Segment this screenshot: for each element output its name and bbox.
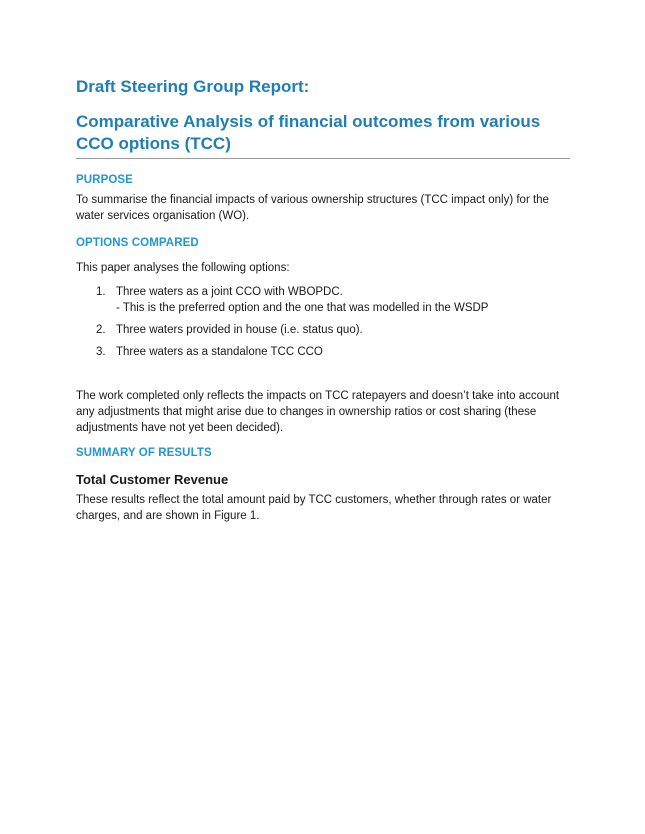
list-item-note: - This is the preferred option and the one that was modelled in the WSDP [116,302,489,314]
purpose-heading: PURPOSE [76,174,133,186]
title-divider [76,158,570,159]
summary-heading: SUMMARY OF RESULTS [76,447,212,459]
list-item-text: Three waters as a joint CCO with WBOPDC. [116,286,343,298]
list-item-text: Three waters as a standalone TCC CCO [116,346,323,358]
options-intro: This paper analyses the following options: [76,262,290,274]
list-item-number: 3. [96,346,106,358]
purpose-text: To summarise the financial impacts of various ownership structures (TCC impact only) for the water services organisation (WO). [76,194,549,222]
report-title-line1: Draft Steering Group Report: [76,77,310,96]
spacer [76,366,570,384]
summary-subheading: Total Customer Revenue [76,472,229,487]
list-item-body [116,284,570,316]
list-item [76,344,570,360]
list-item [76,322,570,338]
document-content [76,76,570,532]
list-item-text: Three waters provided in house (i.e. status quo). [116,324,363,336]
options-closing-text: The work completed only reflects the impacts on TCC ratepayers and doesn’t take into account any adjustments that might arise due to changes in ownership ratios or cost sharing (these adjustments have not yet been decided). [76,390,560,434]
list-item [76,284,570,316]
options-heading: OPTIONS COMPARED [76,237,199,249]
options-list [76,284,570,360]
list-item-number: 2. [96,324,106,336]
report-title-line2: Comparative Analysis of financial outcomes from various CCO options (TCC) [76,112,541,153]
list-item-number: 1. [96,286,106,298]
summary-text: These results reflect the total amount paid by TCC customers, whether through rates or water charges, and are shown in Figure 1. [76,494,552,522]
